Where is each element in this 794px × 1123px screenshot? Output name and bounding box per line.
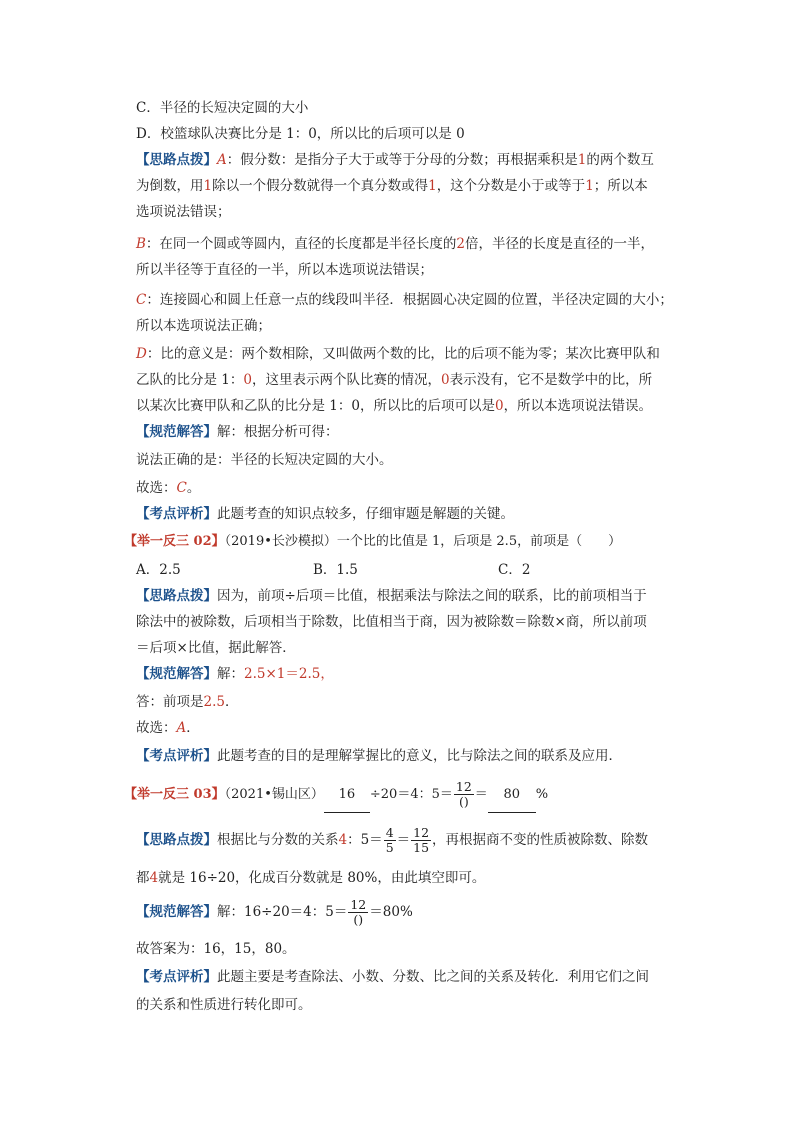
q2-think-line3: ＝后项×比值，据此解答． bbox=[136, 640, 296, 656]
evaluation-label: 【考点评析】 bbox=[136, 969, 217, 985]
fraction-denominator: () bbox=[353, 912, 364, 927]
text: ，再根据商不变的性质被除数、除数 bbox=[432, 832, 649, 848]
q3-eval-line2: 的关系和性质进行转化即可。 bbox=[136, 997, 312, 1013]
q2-option-c: C．2 bbox=[498, 562, 531, 578]
text: ÷20＝4：5＝ bbox=[369, 787, 453, 802]
analysis-d-line1 bbox=[136, 345, 660, 363]
text: ；所以本 bbox=[593, 178, 648, 194]
q3-source: （2021•锡山区） bbox=[224, 787, 324, 802]
standard-answer-label: 【规范解答】 bbox=[136, 424, 217, 440]
q3-answer-line: 故答案为：16，15，80。 bbox=[136, 941, 296, 957]
analysis-b-line2: 所以半径等于直径的一半，所以本选项说法错误； bbox=[136, 262, 433, 278]
text: 因为，前项÷后项＝比值，根据乘法与除法之间的联系，比的前项相当于 bbox=[217, 588, 647, 604]
text: % bbox=[535, 787, 549, 802]
q3-think-line2 bbox=[136, 869, 485, 887]
text: ：在同一个圆或等圆内，直径的长度都是半径长度的 bbox=[145, 236, 457, 252]
fraction-12-15 bbox=[411, 826, 431, 855]
number: 2.5 bbox=[203, 694, 225, 710]
analysis-label: 【思路点拨】 bbox=[136, 152, 217, 168]
number: 1 bbox=[203, 178, 213, 194]
text: 。 bbox=[186, 480, 201, 496]
option-letter-c: C bbox=[136, 292, 147, 308]
q2-choose-line bbox=[136, 719, 200, 737]
q3-label: 【举一反三 03】 bbox=[124, 787, 225, 802]
analysis-c-line2: 所以本选项说法正确； bbox=[136, 318, 271, 334]
standard-answer-line2: 说法正确的是：半径的长短决定圆的大小。 bbox=[136, 452, 393, 468]
text: 解： bbox=[217, 666, 244, 682]
text: 故选： bbox=[136, 480, 177, 496]
analysis-c-line1 bbox=[136, 291, 673, 309]
text: ． bbox=[186, 720, 200, 736]
standard-answer-line1 bbox=[136, 423, 339, 441]
option-letter-b: B bbox=[136, 236, 146, 252]
text: 答：前项是 bbox=[136, 694, 204, 710]
analysis-d-line3 bbox=[136, 397, 652, 415]
number: 0 bbox=[243, 372, 252, 388]
number: 1 bbox=[585, 178, 594, 194]
option-d: D．校篮球队决赛比分是 1：0，所以比的后项可以是 0 bbox=[136, 126, 465, 142]
text: 倍，半径的长度是直径的一半， bbox=[465, 236, 655, 252]
text: ：5＝ bbox=[347, 832, 383, 848]
q3-blank-1[interactable]: 16 bbox=[324, 778, 370, 813]
fraction-denominator: 15 bbox=[413, 840, 430, 855]
evaluation-label: 【考点评析】 bbox=[136, 748, 217, 764]
q3-std-fraction bbox=[348, 898, 368, 927]
fraction-denominator: () bbox=[458, 794, 469, 809]
number: 4 bbox=[149, 870, 159, 886]
fraction-numerator: 12 bbox=[455, 779, 472, 794]
text: 乙队的比分是 1： bbox=[136, 372, 244, 388]
text: ，这里表示两个队比赛的情况， bbox=[251, 372, 441, 388]
number: 2 bbox=[456, 236, 466, 252]
text: 此题主要是考查除法、小数、分数、比之间的关系及转化．利用它们之间 bbox=[217, 969, 649, 985]
text: 表示没有，它不是数学中的比，所 bbox=[449, 372, 653, 388]
text: 的两个数互 bbox=[586, 152, 654, 168]
q2-std-line2 bbox=[136, 693, 238, 711]
q2-text: （2019•长沙模拟）一个比的比值是 1，后项是 2.5，前项是（ ） bbox=[224, 534, 622, 549]
text: ＝80% bbox=[369, 904, 413, 920]
text: 为倒数，用 bbox=[136, 178, 204, 194]
fraction-numerator: 4 bbox=[385, 825, 394, 840]
analysis-a-line2 bbox=[136, 177, 648, 195]
q2-think-line1 bbox=[136, 587, 647, 605]
evaluation-label: 【考点评析】 bbox=[136, 506, 217, 522]
number: 1 bbox=[577, 152, 587, 168]
text: 除以一个假分数就得一个真分数或得 bbox=[212, 178, 429, 194]
option-letter-a: A bbox=[217, 152, 227, 168]
text: ：比的意义是：两个数相除，又叫做两个数的比，比的后项不能为零；某次比赛甲队和 bbox=[146, 346, 660, 362]
q3-title bbox=[124, 778, 548, 813]
text: ：连接圆心和圆上任意一点的线段叫半径．根据圆心决定圆的位置，半径决定圆的大小； bbox=[146, 292, 673, 308]
fraction-numerator: 12 bbox=[413, 825, 430, 840]
text: ，所以本选项说法错误。 bbox=[503, 398, 653, 414]
text: 此题考查的目的是理解掌握比的意义，比与除法之间的联系及应用． bbox=[217, 748, 622, 764]
fraction-numerator: 12 bbox=[350, 897, 367, 912]
choose-line bbox=[136, 479, 200, 497]
q3-blank-2[interactable]: 80 bbox=[488, 778, 536, 813]
analysis-a-line1 bbox=[136, 151, 654, 169]
text: 都 bbox=[136, 870, 150, 886]
text: 解：16÷20＝4：5＝ bbox=[217, 904, 348, 920]
q2-eval-line bbox=[136, 747, 622, 765]
text: ． bbox=[224, 694, 239, 710]
number: 0 bbox=[494, 398, 504, 414]
analysis-a-line3: 选项说法错误； bbox=[136, 204, 231, 220]
answer-letter: C bbox=[176, 480, 187, 496]
text: 此题考查的知识点较多，仔细审题是解题的关键。 bbox=[217, 506, 514, 522]
q3-think-line1: 【思路点拨】根据比与分数的关系4：5＝ $\frac{4}{5}$ ＝ $\frac{12}{15}$ ，再根据商不变的性质被除数、除数 bbox=[136, 825, 649, 855]
standard-answer-label: 【规范解答】 bbox=[136, 666, 217, 682]
number: 4 bbox=[338, 832, 348, 848]
text: ＝ bbox=[474, 787, 488, 802]
text: 故选： bbox=[136, 720, 177, 736]
q3-fraction bbox=[454, 780, 474, 809]
analysis-label: 【思路点拨】 bbox=[136, 588, 217, 604]
q3-std-line bbox=[136, 895, 413, 929]
q2-title bbox=[124, 533, 621, 551]
fraction-denominator: 5 bbox=[385, 840, 394, 855]
q2-option-a: A．2.5 bbox=[136, 562, 181, 578]
q2-option-b: B．1.5 bbox=[313, 562, 358, 578]
option-letter-d: D bbox=[136, 346, 147, 362]
analysis-b-line1 bbox=[136, 235, 654, 253]
standard-answer-label: 【规范解答】 bbox=[136, 904, 217, 920]
analysis-label: 【思路点拨】 bbox=[136, 832, 217, 848]
text: ，这个分数是小于或等于 bbox=[436, 178, 586, 194]
number: 1 bbox=[428, 178, 437, 194]
text: 就是 16÷20，化成百分数就是 80%，由此填空即可。 bbox=[158, 870, 486, 886]
text: 解：根据分析可得： bbox=[217, 424, 339, 440]
q2-options bbox=[136, 561, 656, 579]
option-c: C．半径的长短决定圆的大小 bbox=[136, 100, 309, 116]
analysis-d-line2 bbox=[136, 371, 652, 389]
text: 以某次比赛甲队和乙队的比分是 1：0，所以比的后项可以是 bbox=[136, 398, 495, 414]
answer-letter: A bbox=[176, 720, 187, 736]
number: 0 bbox=[440, 372, 450, 388]
q2-label: 【举一反三 02】 bbox=[124, 534, 225, 549]
calculation: 2.5×1＝2.5， bbox=[244, 666, 334, 682]
evaluation-line bbox=[136, 505, 514, 523]
text: ：假分数：是指分子大于或等于分母的分数；再根据乘积是 bbox=[226, 152, 578, 168]
text: 根据比与分数的关系 bbox=[217, 832, 339, 848]
q3-eval-line1 bbox=[136, 968, 649, 986]
fraction-4-5 bbox=[384, 826, 396, 855]
q2-think-line2: 除法中的被除数，后项相当于除数，比值相当于商，因为被除数＝除数×商，所以前项 bbox=[136, 614, 647, 630]
q2-std-line1 bbox=[136, 665, 334, 683]
